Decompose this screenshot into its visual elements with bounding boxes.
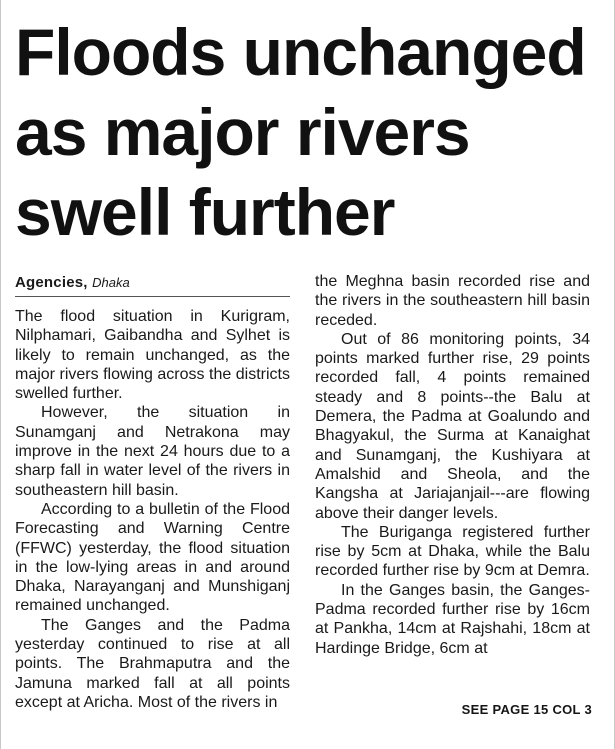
- column-left: [15, 270, 290, 712]
- paragraph: The Buriganga registered further rise by 5cm at Dhaka, while the Balu recorded further rise by 9cm at Demra.: [315, 523, 590, 580]
- headline: Floods unchanged as major rivers swell further: [15, 15, 586, 249]
- paragraph: Out of 86 monitoring points, 34 points marked further rise, 29 points recorded fall, 4 points remained steady and 8 points--the Balu at Demera, the Padma at Goalundo and Bhagyakul, the Surma at Kanaighat and Sunamganj, the Kushiyara at Amalshid and Sheola, and the Kangsha at Jariajanjail---are flowing above their danger levels.: [315, 330, 590, 522]
- paragraph: According to a bulletin of the Flood Forecasting and Warning Centre (FFWC) yesterday, the flood situation in the low-lying areas in and around Dhaka, Narayanganj and Munshiganj remained unchanged.: [15, 500, 290, 615]
- paragraph: In the Ganges basin, the Ganges-Padma recorded further rise by 16cm at Pankha, 14cm at Rajshahi, 18cm at Hardinge Bridge, 6cm at: [315, 581, 590, 657]
- column-right: [315, 272, 590, 658]
- paragraph: The flood situation in Kurigram, Nilphamari, Gaibandha and Sylhet is likely to remain unchanged, as the major rivers flowing across the districts swelled further.: [15, 308, 290, 403]
- continuation-note: SEE PAGE 15 COL 3: [461, 702, 592, 717]
- paragraph: The Ganges and the Padma yesterday continued to rise at all points. The Brahmaputra and the Jamuna marked fall at all points except at Aricha. Most of the rivers in: [15, 616, 290, 711]
- left-paragraphs: [15, 307, 290, 712]
- byline: [15, 270, 290, 297]
- paragraph: the Meghna basin recorded rise and the rivers in the southeastern hill basin receded.: [315, 273, 590, 329]
- paragraph: However, the situation in Sunamganj and Netrakona may improve in the next 24 hours due to a sharp fall in water level of the rivers in southeastern hill basin.: [15, 404, 290, 499]
- byline-agency: Agencies,: [15, 274, 88, 291]
- byline-place: Dhaka: [92, 275, 130, 290]
